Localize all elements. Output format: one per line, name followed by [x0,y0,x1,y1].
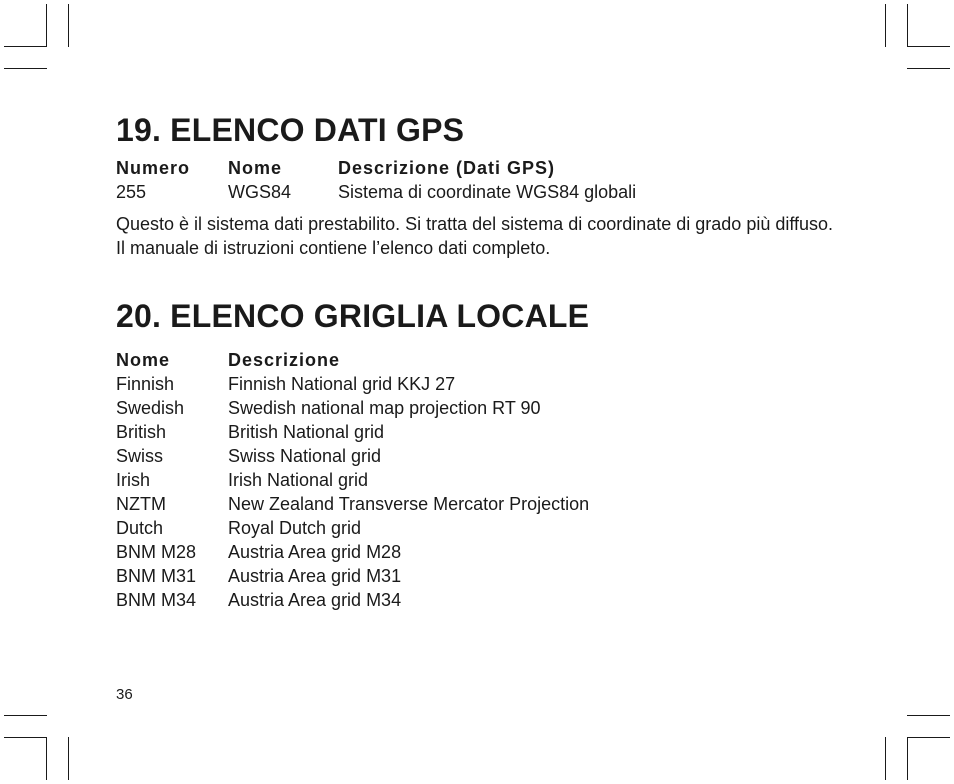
crop-mark [907,68,950,69]
cell-descrizione: Irish National grid [228,470,369,490]
cell-nome: Dutch [116,518,164,538]
table-row [116,564,589,588]
table-row [116,180,636,204]
cell-nome: Irish [116,470,151,490]
table-row [116,492,589,516]
crop-mark [907,46,950,47]
cell-nome: NZTM [116,494,166,514]
crop-mark [4,68,47,69]
table-row [116,516,589,540]
gps-datum-table [116,156,636,204]
section-title-local-grid: 20. ELENCO GRIGLIA LOCALE [116,298,590,334]
table-row [116,420,589,444]
crop-mark [4,46,47,47]
crop-mark [68,4,69,47]
table-row [116,468,589,492]
cell-nome: British [116,422,167,442]
column-header-descrizione: Descrizione [228,350,341,370]
cell-nome: Swiss [116,446,164,466]
cell-descrizione: Finnish National grid KKJ 27 [228,374,456,394]
table-row [116,444,589,468]
column-header-nome: Nome [228,158,283,178]
table-row [116,540,589,564]
cell-nome: BNM M31 [116,566,197,586]
page-content [116,110,836,612]
cell-nome: WGS84 [228,182,292,202]
page-number: 36 [116,686,133,703]
crop-mark [885,737,886,780]
crop-mark [4,715,47,716]
crop-mark [907,737,908,780]
section-title-gps-datum: 19. ELENCO DATI GPS [116,112,465,148]
body-paragraph: Questo è il sistema dati prestabilito. Si tratta del sistema di coordinate di grado più diffuso. Il manuale di istruzioni contiene l’elenco dati completo. [116,214,834,258]
crop-mark [4,737,47,738]
cell-nome: Finnish [116,374,175,394]
cell-descrizione: British National grid [228,422,385,442]
crop-mark [907,715,950,716]
table-row [116,372,589,396]
cell-nome: BNM M34 [116,590,197,610]
column-header-numero: Numero [116,158,191,178]
cell-descrizione: Swiss National grid [228,446,382,466]
column-header-descrizione: Descrizione (Dati GPS) [338,158,556,178]
crop-mark [907,4,908,47]
crop-mark [885,4,886,47]
cell-descrizione: Swedish national map projection RT 90 [228,398,541,418]
crop-mark [46,4,47,47]
column-header-nome: Nome [116,350,171,370]
cell-nome: Swedish [116,398,185,418]
cell-descrizione: Sistema di coordinate WGS84 globali [338,182,637,202]
cell-numero: 255 [116,182,147,202]
cell-nome: BNM M28 [116,542,197,562]
cell-descrizione: Austria Area grid M28 [228,542,402,562]
crop-mark [46,737,47,780]
table-row [116,396,589,420]
crop-mark [907,737,950,738]
crop-mark [68,737,69,780]
cell-descrizione: Austria Area grid M31 [228,566,402,586]
cell-descrizione: New Zealand Transverse Mercator Projection [228,494,590,514]
table-header-row [116,348,589,372]
cell-descrizione: Austria Area grid M34 [228,590,402,610]
local-grid-table [116,348,589,612]
cell-descrizione: Royal Dutch grid [228,518,362,538]
table-row [116,588,589,612]
table-header-row [116,156,636,180]
